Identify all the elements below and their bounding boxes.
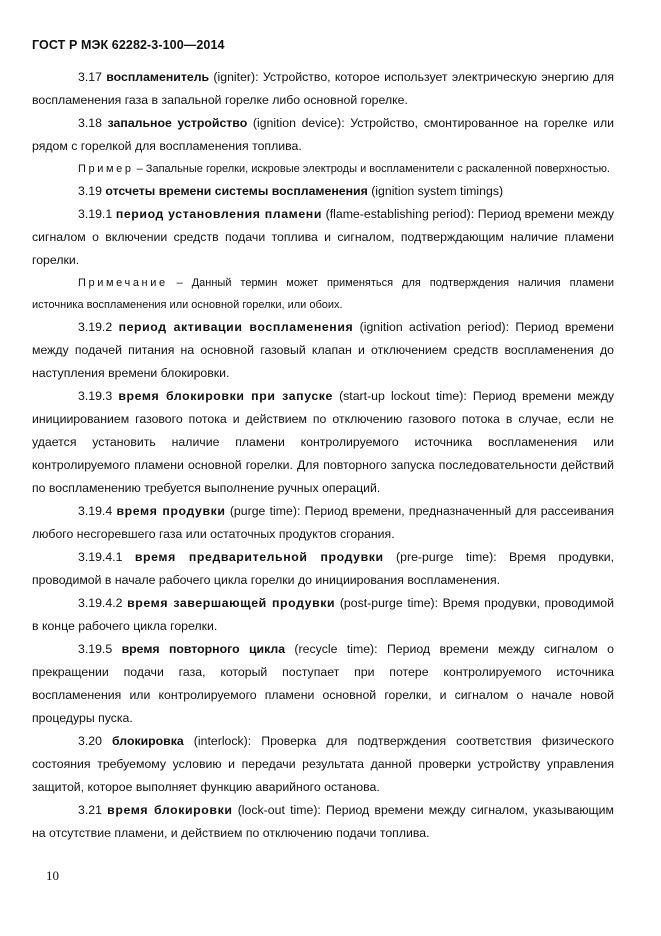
term-name: блокировка [112, 734, 184, 748]
example-label: Пример [78, 163, 134, 175]
term-definition: (interlock): Проверка для подтверждения соответствия физического состояния требуемому условию и передачи результата данной проверки устройству управления защитой, которое выполняет функцию аварийного останова. [32, 734, 614, 794]
clause-number: 3.19.4.2 [78, 596, 123, 610]
clause-number: 3.19.4.1 [78, 550, 123, 564]
term-name: время блокировки при запуске [118, 389, 333, 403]
term-name: время блокировки [107, 803, 233, 817]
clause-number: 3.17 [78, 70, 102, 84]
clause-number: 3.20 [78, 734, 102, 748]
term-3-19-4-1 [32, 546, 614, 592]
term-definition: (igniter): Устройство, которое использует электрическую энергию для воспламенения газа в запальной горелке либо основной горелке. [32, 70, 614, 107]
clause-number: 3.19.5 [78, 642, 113, 656]
term-definition: (lock-out time): Период времени между сигналом, указывающим на отсутствие пламени, и действием по отключению подачи топлива. [32, 803, 614, 840]
example-text: – Запальные горелки, искровые электроды и воспламенители с раскаленной поверхностью. [133, 163, 610, 175]
term-3-19-2 [32, 316, 614, 385]
term-name: время повторного цикла [121, 642, 286, 656]
term-name: время предварительной продувки [134, 550, 384, 564]
term-name: воспламенитель [106, 70, 210, 84]
remark-note [32, 272, 614, 316]
term-3-19-1 [32, 203, 614, 272]
clause-number: 3.19.1 [78, 207, 113, 221]
term-definition: (ignition activation period): Период времени между подачей питания на основной газовый клапан и отключением средств воспламенения до наступления времени блокировки. [32, 320, 614, 380]
term-definition: (flame-establishing period): Период времени между сигналом о включении средств подачи топлива и сигналом, подтверждающим наличие пламени горелки. [32, 207, 614, 267]
term-3-19-3 [32, 385, 614, 500]
term-name: время завершающей продувки [127, 596, 336, 610]
term-definition: (ignition system timings) [367, 184, 504, 198]
term-3-18 [32, 112, 614, 158]
remark-text: – Данный термин может применяться для подтверждения наличия пламени источника воспламенения или основной горелки, или обоих. [32, 277, 614, 311]
term-definition: (start-up lockout time): Период времени между инициированием газового потока и действием по отключению газового потока в случае, если не удается установить наличие пламени контролируемого источника воспламенения или контролируемого пламени основной горелки. Для повторного запуска последовательности действий по воспламенению требуется выполнение ручных операций. [32, 389, 615, 495]
term-name: период активации воспламенения [118, 320, 354, 334]
term-3-21 [32, 799, 614, 845]
clause-number: 3.18 [78, 116, 102, 130]
remark-label: Примечание [78, 277, 168, 289]
term-definition: (pre-purge time): Время продувки, проводимой в начале рабочего цикла горелки до инициирования воспламенения. [32, 550, 614, 587]
term-definition: (ignition device): Устройство, смонтированное на горелке или рядом с горелкой для воспламенения топлива. [32, 116, 614, 153]
term-3-20 [32, 730, 614, 799]
clause-number: 3.19.2 [78, 320, 113, 334]
term-3-19-4-2 [32, 592, 614, 638]
term-name: время продувки [116, 504, 226, 518]
page-number: 10 [46, 868, 59, 883]
example-note [32, 158, 614, 180]
term-name: отсчеты времени системы воспламенения [105, 184, 368, 198]
clause-number: 3.19.4 [78, 504, 113, 518]
term-definition: (purge time): Период времени, предназначенный для рассеивания любого несгоревшего газа или остаточных продуктов сгорания. [32, 504, 614, 541]
term-3-17 [32, 66, 614, 112]
document-body [32, 66, 614, 845]
term-3-19-4 [32, 500, 614, 546]
term-name: запальное устройство [107, 116, 248, 130]
term-3-19 [32, 180, 614, 203]
clause-number: 3.21 [78, 803, 102, 817]
term-3-19-5 [32, 638, 614, 730]
clause-number: 3.19 [78, 184, 102, 198]
term-name: период установления пламени [115, 207, 322, 221]
term-definition: (post-purge time): Время продувки, проводимой в конце рабочего цикла горелки. [32, 596, 615, 633]
clause-number: 3.19.3 [78, 389, 113, 403]
term-definition: (recycle time): Период времени между сигналом о прекращении подачи газа, который поступает при потере контролируемого источника воспламенения или контролируемого пламени основной горелки, и сигналом о начале новой процедуры пуска. [32, 642, 614, 725]
document-header: ГОСТ Р МЭК 62282-3-100—2014 [32, 38, 225, 52]
